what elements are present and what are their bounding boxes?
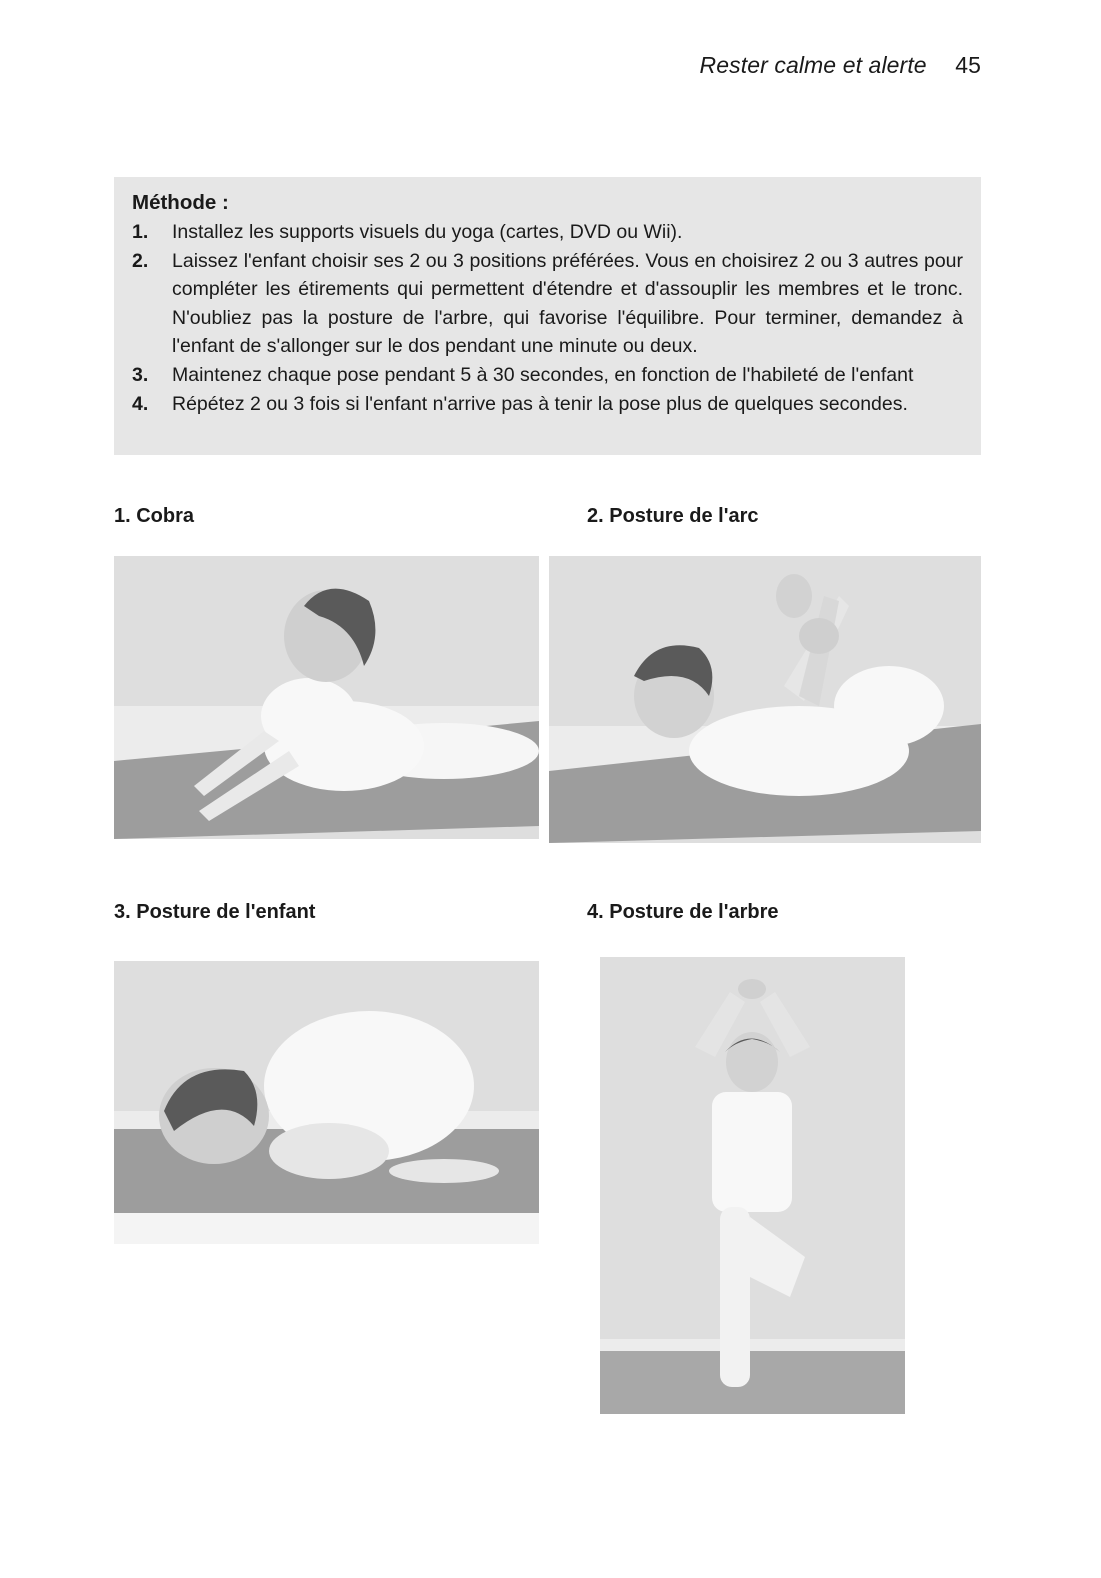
step-text: Installez les supports visuels du yoga (cartes, DVD ou Wii). bbox=[172, 221, 683, 243]
pose-caption-child: 3. Posture de l'enfant bbox=[114, 901, 316, 923]
step-text: Laissez l'enfant choisir ses 2 ou 3 positions préférées. Vous en choisirez 2 ou 3 autres pour compléter les étirements qui permettent d'étendre et d'assouplir les membres et le tronc. N'oubliez pas la posture de l'arbre, qui favorise l'équilibre. Pour terminer, demandez à l'enfant de s'allonger sur le dos pendant une minute ou deux. bbox=[172, 249, 963, 358]
running-header bbox=[700, 52, 981, 79]
child-pose-photo bbox=[114, 961, 539, 1244]
step-number: 2. bbox=[132, 249, 149, 272]
method-step bbox=[132, 218, 963, 247]
method-step bbox=[132, 390, 963, 419]
pose-caption-cobra: 1. Cobra bbox=[114, 505, 195, 527]
method-steps bbox=[132, 218, 963, 418]
pose-caption-tree: 4. Posture de l'arbre bbox=[587, 901, 779, 923]
chapter-title: Rester calme et alerte bbox=[699, 52, 927, 78]
cobra-photo bbox=[114, 556, 539, 839]
step-number: 3. bbox=[132, 363, 149, 386]
method-step bbox=[132, 247, 963, 361]
method-box bbox=[114, 177, 981, 455]
tree-pose-photo bbox=[600, 957, 905, 1414]
step-number: 1. bbox=[132, 221, 149, 243]
method-title: Méthode : bbox=[132, 191, 229, 214]
bow-photo bbox=[549, 556, 981, 843]
method-step bbox=[132, 361, 963, 390]
pose-caption-bow: 2. Posture de l'arc bbox=[587, 505, 759, 527]
page-number: 45 bbox=[955, 52, 981, 78]
step-number: 4. bbox=[132, 392, 149, 415]
step-text: Répétez 2 ou 3 fois si l'enfant n'arrive pas à tenir la pose plus de quelques secondes. bbox=[172, 392, 908, 415]
step-text: Maintenez chaque pose pendant 5 à 30 secondes, en fonction de l'habileté de l'enfant bbox=[172, 363, 914, 386]
